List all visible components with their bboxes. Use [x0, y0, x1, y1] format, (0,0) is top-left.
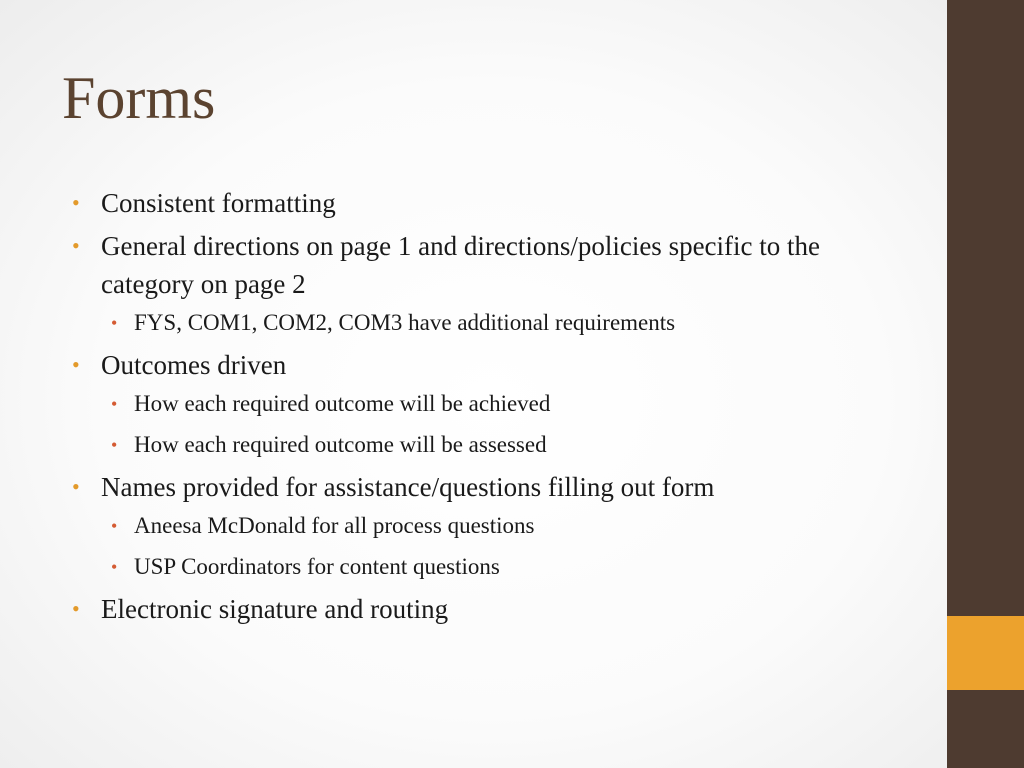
sub-bullet-item — [101, 508, 892, 544]
sub-bullet-text: How each required outcome will be assessed — [134, 432, 547, 457]
bullet-item — [72, 184, 892, 222]
sub-bullet-icon: • — [111, 557, 118, 577]
sidebar-accent-block — [947, 616, 1024, 690]
sub-bullet-list — [101, 508, 892, 585]
bullet-icon: • — [72, 352, 80, 377]
bullet-item — [72, 590, 892, 628]
bullet-item — [72, 468, 892, 585]
bullet-icon: • — [72, 596, 80, 621]
bullet-text: Outcomes driven — [101, 350, 287, 380]
sub-bullet-item — [101, 427, 892, 463]
sub-bullet-list — [101, 386, 892, 463]
sub-bullet-text: Aneesa McDonald for all process questions — [134, 513, 535, 538]
bullet-text: Consistent formatting — [101, 188, 336, 218]
sub-bullet-icon: • — [111, 435, 118, 455]
bullet-icon: • — [72, 190, 80, 215]
sub-bullet-icon: • — [111, 313, 118, 333]
sub-bullet-text: How each required outcome will be achieved — [134, 391, 551, 416]
sub-bullet-item — [101, 305, 892, 341]
sub-bullet-icon: • — [111, 394, 118, 414]
bullet-item — [72, 346, 892, 463]
sub-bullet-text: USP Coordinators for content questions — [134, 554, 500, 579]
bullet-text: Names provided for assistance/questions filling out form — [101, 472, 715, 502]
bullet-list — [72, 184, 892, 633]
sub-bullet-item — [101, 549, 892, 585]
bullet-icon: • — [72, 474, 80, 499]
sub-bullet-item — [101, 386, 892, 422]
sub-bullet-text: FYS, COM1, COM2, COM3 have additional requirements — [134, 310, 676, 335]
bullet-icon: • — [72, 233, 80, 258]
sub-bullet-icon: • — [111, 516, 118, 536]
bullet-item — [72, 227, 892, 341]
slide-title: Forms — [62, 65, 216, 131]
bullet-text: General directions on page 1 and directions/policies specific to the category on page 2 — [101, 231, 821, 299]
sub-bullet-list — [101, 305, 892, 341]
bullet-text: Electronic signature and routing — [101, 594, 449, 624]
